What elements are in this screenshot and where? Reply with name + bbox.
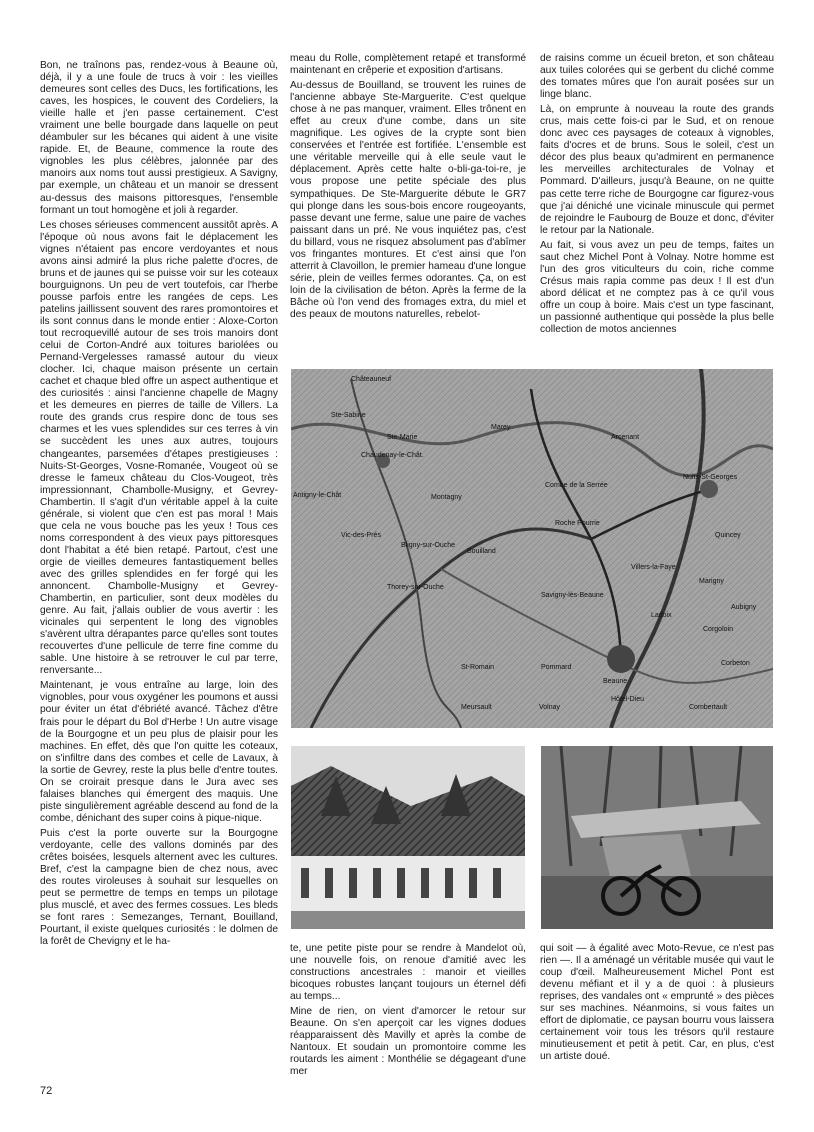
map-label: Bouilland bbox=[467, 548, 496, 555]
map-label: Quincey bbox=[715, 532, 741, 539]
dolmen-photo bbox=[541, 746, 773, 929]
map-label: St-Romain bbox=[461, 664, 495, 671]
map-label: Combertault bbox=[689, 704, 728, 711]
text-column-middle-top bbox=[290, 53, 526, 324]
map-label: Hôtel-Dieu bbox=[611, 696, 645, 703]
map-label: Pommard bbox=[541, 664, 572, 671]
paragraph: Les choses sérieuses commencent aussitôt après. A l'époque où nous avons fait le déplacement les vignes n'étaient pas encore verdoyantes et nous avons ainsi admiré la plus riche palette d'ocres, de bruns et de jaunes qui se puisse voir sur les coteaux bourguignons. Un peu de vert toutefois, car l'herbe pousse parfois entre les rangées de ceps. Les patelins jaillissent souvent des rares promontoires et ils sont connus dans le monde entier : Aloxe-Corton tout recroquevillé autour de ses trois manoirs dont celui de Corton-André aux toitures bariolées ou Pernand-Vergelesses ramassé autour du vieux clocher. Ici, chaque maison présente un certain cachet et chaque bled offre un aspect authentique et des curiosités : ainsi l'ancienne chapelle de Magny et les demeures en pierres de taille de Villers. La route des grands crus respire donc de tous ses charmes et les vues splendides sur ces terres à vin se succèdent les unes aux autres, toujours changeantes, parsemées d'étapes prestigieuses : Nuits-St-Georges, Vosne-Romanée, Vougeot où se dresse le fameux château du Clos-Vougeot, très impressionnant, Chambolle-Musigny, et Gevrey-Chambertin. Il s'agit d'un véritable appel à la cuite générale, si violent que c'en est pas moral ! Mais que cela ne vous bouche pas les yeux ! Tous ces noms correspondent à des vieux pays pittoresques dont l'habitat a été bien retapé. Partout, c'est une orgie de vieilles demeures fantastiquement belles avec des grilles splendides en fer forgé qui les annoncent. Chambolle-Musigny et Gevrey-Chambertin, en particulier, sont deux modèles du genre. Au fait, j'allais oublier de vous avertir : les vicinales qui serpentent le long des vignobles s'avèrent ultra dérapantes parce qu'elles sont toutes recouvertes d'une pellicule de terre fine comme du sable. Une histoire à se retrouver le cul par terre, renversante... bbox=[40, 219, 278, 677]
map-label: Corbeton bbox=[721, 660, 750, 667]
map-label: Arcenant bbox=[611, 434, 640, 441]
map-label: Combe de la Serrée bbox=[545, 482, 608, 489]
hospices-graphic bbox=[291, 746, 525, 929]
map-label: Savigny-lès-Beaune bbox=[541, 592, 604, 599]
map-label: Marigny bbox=[699, 578, 724, 585]
paragraph: qui soit — à égalité avec Moto-Revue, ce n'est pas rien —. Il a aménagé un véritable musée qui vaut le coup d'œil. Malheureusement Michel Pont est devenu méfiant et il y a de quoi : à plusieurs reprises, des vandales ont « emprunté » des pièces sur ses machines. Néanmoins, si vous faites un effort de diplomatie, ce paysan bourru vous laissera certainement voir tous les trésors qu'il restaure minutieusement et petit à petit. Car, en plus, c'est un artiste doué. bbox=[540, 943, 774, 1063]
paragraph: Puis c'est la porte ouverte sur la Bourgogne verdoyante, celle des vallons dominés par des crêtes boisées, lesquels alternent avec les cultures. Bref, c'est la campagne bien de chez nous, avec des routes viroleuses à souhait sur lesquelles on peut se permettre de temps en temps un pilotage plus musclé, et avec des fermes cossues. Les bleds se font rares : Semezanges, Ternant, Bouilland, Pourtant, il existe quelques curiosités : le dolmen de la forêt de Chevigny et le ha- bbox=[40, 827, 278, 948]
map-label: Montagny bbox=[431, 494, 462, 501]
map-label: Vic-des-Prés bbox=[341, 532, 381, 539]
route-map bbox=[291, 369, 773, 728]
map-label: Villers-la-Faye bbox=[631, 564, 676, 571]
map-label: Ladoix bbox=[651, 612, 672, 619]
map-label: Aubigny bbox=[731, 604, 757, 611]
map-label: Antigny-le-Chât bbox=[293, 492, 342, 499]
paragraph: meau du Rolle, complètement retapé et transformé maintenant en crêperie et exposition d'artisans. bbox=[290, 53, 526, 77]
map-label: Corgoloin bbox=[703, 626, 733, 633]
paragraph: Là, on emprunte à nouveau la route des grands crus, mais cette fois-ci par le Sud, et on renoue donc avec ces paysages de coteaux à vignobles, faits d'ocres et de bruns. Sous le soleil, c'est un décor des plus beaux qu'admirent en permanence les merveilles architecturales de Volnay et Pommard. D'ailleurs, jusqu'à Beaune, on ne quitte pas cette terre riche de Bourgogne car figurez-vous que j'ai déniché une vicinale minuscule qui permet de rejoindre le Faubourg de Bouze et donc, d'éviter le retour par la Nationale. bbox=[540, 104, 774, 236]
map-label: Beaune bbox=[603, 678, 628, 685]
map-label: Thorey-sur-Ouche bbox=[387, 584, 444, 591]
map-label: Roche Pourrie bbox=[555, 520, 600, 527]
map-label: Marey bbox=[491, 424, 511, 431]
hospices-roof-photo bbox=[291, 746, 525, 929]
map-label: Bligny-sur-Ouche bbox=[401, 542, 456, 549]
map-label: Volnay bbox=[539, 704, 561, 711]
map-label: Chaudenay-le-Chât. bbox=[361, 452, 424, 459]
paragraph: de raisins comme un écueil breton, et son château aux tuiles colorées qui se gerbent du cliché comme des tomates mûres que l'on aurait posées sur un linge blanc. bbox=[540, 53, 774, 101]
paragraph: te, une petite piste pour se rendre à Mandelot où, une nouvelle fois, on renoue d'amitié avec les constructions ancestrales : manoir et vieilles bicoques robustes lançant toujours un éternel défi au temps... bbox=[290, 943, 526, 1003]
paragraph: Bon, ne traînons pas, rendez-vous à Beaune où, déjà, il y a une foule de trucs à voir : les vieilles demeures sont celles des Ducs, les fortifications, les caves, les hospices, le couvent des Cordeliers, la vieille halle et j'en passe certainement. C'est vraiment une belle bourgade dans laquelle on peut déambuler sur les bécanes qui aident à une visite rapide. Et, de Beaune, commence la route des vignobles les plus célèbres, jalonnée par des manoirs aux noms tout aussi prestigieux. A Savigny, par exemple, un château et un manoir se dressent au-dessus des maisons pittoresques, l'ensemble formant un tout homogène et joli à regarder. bbox=[40, 60, 278, 216]
map-label: Châteauneuf bbox=[351, 376, 392, 383]
map-graphic bbox=[291, 369, 773, 728]
map-label: Meursault bbox=[461, 704, 492, 711]
dolmen-graphic bbox=[541, 746, 773, 929]
text-column-right-bottom bbox=[540, 943, 774, 1066]
text-column-middle-bottom bbox=[290, 943, 526, 1082]
text-column-right-top bbox=[540, 53, 774, 339]
paragraph: Au fait, si vous avez un peu de temps, faites un saut chez Michel Pont à Volnay. Notre homme est l'un des gros viticulteurs du coin, riche comme Crésus mais rapia comme pas deux ! Il est d'un abord délicat et ne comptez pas à ce qu'il vous offre un coup à boire. Mais c'est un type fascinant, un passionné authentique qui possède la plus belle collection de motos anciennes bbox=[540, 239, 774, 336]
map-label: Ste-Marie bbox=[387, 434, 418, 441]
page-number: 72 bbox=[40, 1085, 53, 1097]
paragraph: Au-dessus de Bouilland, se trouvent les ruines de l'ancienne abbaye Ste-Marguerite. C'est quelque chose à ne pas manquer, vraiment. Elles trônent en effet au creux d'une combe, dans un site magnifique. Les ogives de la crypte sont bien conservées et l'entrée est fortifiée. L'ensemble est une véritable merveille qui à elle seule vaut le déplacement. Après cette halte o-bli-ga-toi-re, je vous propose une petite spéciale des plus sympathiques. De Ste-Marguerite débute le GR7 qui plonge dans les sous-bois encore rougeoyants, passe devant une ferme, salue une paire de vaches paissant dans un pré. Ne vous inquiétez pas, c'est du billard, vous ne risquez absolument pas d'abîmer vos fringantes montures. Et c'est ainsi que l'on atterrit à Clavoillon, le premier hameau d'une longue série, plein de veilles fermes odorantes. Ça, on est loin de la civilisation de béton. Après la ferme de la Bâche où l'on vend des fromages extra, du miel et des peaux de moutons naturelles, rebelot- bbox=[290, 80, 526, 320]
text-column-left bbox=[40, 60, 278, 951]
map-label: Nuits-St-Georges bbox=[683, 474, 738, 481]
map-label: Ste-Sabine bbox=[331, 412, 366, 419]
paragraph: Maintenant, je vous entraîne au large, loin des vignobles, pour vous oxygéner les poumons et aussi pour éviter un état d'ébriété avancé. Tâchez d'être frais pour le départ du Bol d'Herbe ! Un autre visage de la Bourgogne et un peu plus de plaisir pour les machines. En effet, dès que l'on quitte les coteaux, on s'infiltre dans des combes et celle de Lavaux, à la sortie de Gevrey, reste la plus belle d'entre toutes. On se croirait presque dans le Jura avec ses falaises blanches qui émergent des maquis. Une piste singulièrement agréable descend au fond de la combe, dénichant des super coins à pique-nique. bbox=[40, 680, 278, 824]
paragraph: Mine de rien, on vient d'amorcer le retour sur Beaune. On s'en aperçoit car les vignes dodues réapparaissent dès Mavilly et après la combe de Nantoux. Et soudain un promontoire comme les routards les aiment : Monthélie se dégageant d'une mer bbox=[290, 1006, 526, 1078]
